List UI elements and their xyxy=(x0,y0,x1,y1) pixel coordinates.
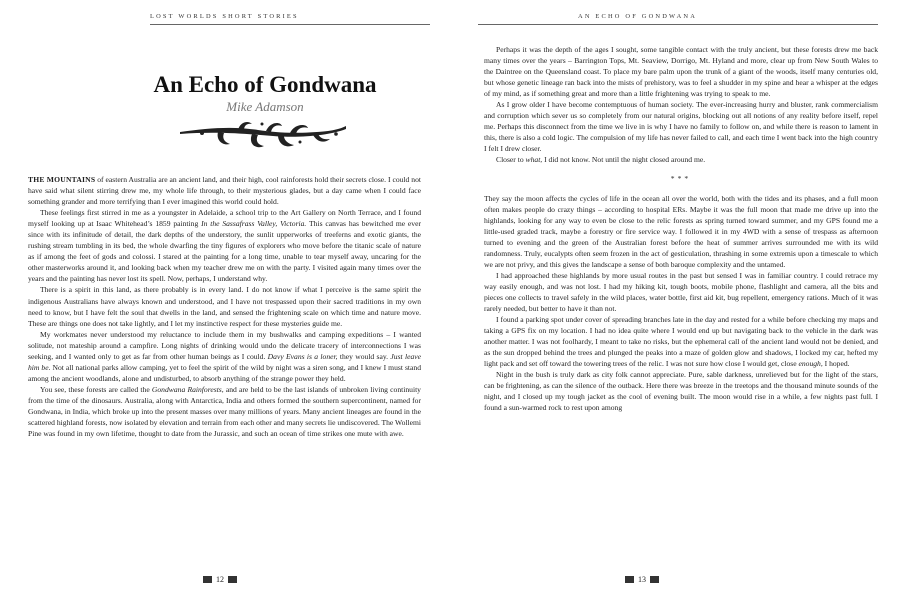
page-number: 13 xyxy=(625,575,659,584)
right-page xyxy=(450,0,900,600)
folio-ornament-icon xyxy=(203,576,212,583)
lead-in: THE MOUNTAINS xyxy=(28,175,96,184)
paragraph: You see, these forests are called the Gondwana Rainforests, and are held to be the last islands of unbroken living continuity from the time of the dinosaurs. Australia, along with Antarctica, India and others formed the southern supercontinent, named for Gondwana, in India, which broke up into the present masses over many millions of years. Many ancient lineages are found in the scattered highland forests, now isolated by elevation and terrain from each other and many secrets lie undiscovered. The Wollemi Pine was found in my own lifetime, thought to date from the Jurassic, and such an ocean of time strikes one mute with awe. xyxy=(28,384,422,439)
header-rule xyxy=(150,24,430,25)
story-title: An Echo of Gondwana xyxy=(153,72,377,97)
paragraph: As I grow older I have become contemptuous of human society. The ever-increasing hurry and bluster, rank commercialism and corruption which sever us so completely from our natural origins, blocking out all notions of any reality before itself, repel me. Perhaps this disconnect from the time we live in is why I have no family to follow on, and while there is reason to lament in this, there is also a cold logic. The compulsion of my life has never failed to call, and each time I went back into the high country I felt I drew closer. xyxy=(484,100,878,154)
paragraph: I had approached these highlands by more usual routes in the past but sensed I was in familiar country. I could retrace my way easily enough, and was not lost. I had my hiking kit, tough boots, mobile phone, flashlight and camera, all the bits and pieces one collects to travel safely in the wild places, water bottle, first aid kit, bug repellent, emergency rations. Much of it was rarely needed, but better to have it than not. xyxy=(484,270,878,314)
header-rule xyxy=(478,24,878,25)
paragraph: They say the moon affects the cycles of life in the ocean all over the world, both with the tides and its phases, and a full moon often makes people do crazy things – according to hospital ERs. Maybe it was the full moon that made me drive up into the highlands, looking for any way to even be close to the relic forests as spring turned toward summer, and my GPS found me a little-used graded track, maybe a forestry or fire service way. I followed it in my 4WD with a sense of trespass as afternoon turned to evening and the green of the Australian forest before the heat of summer arrives surrounded me with its wild randomness. Truly, eucalypts often seem frozen in the act of gesticulation, thrashing in some extremis upon a timescale to which we are not privy, and this gives the landscape a sense of both baroque complexity and the untamed. xyxy=(484,193,878,269)
paragraph: I found a parking spot under cover of spreading branches late in the day and rested for a while before checking my maps and taking a GPS fix on my location. I had no idea quite where I would end up but navigating back to the vehicle in the dark was another matter. I was not foolhardy, I meant to take no risks, but the ephemeral call of the ancient land would not be denied, and as the sun dropped behind the trees and plunged the peaks into a maze of golden glow and shadows, I locked my car, hefted my light pack and set off toward the towering trees of the relic. I was not sure how close I would get, close enough, I hoped. xyxy=(484,315,878,369)
story-author: Mike Adamson xyxy=(226,99,304,114)
folio-ornament-icon xyxy=(650,576,659,583)
paragraph: My workmates never understood my reluctance to include them in my bushwalks and camping expeditions – I wanted solitude, not mateship around a campfire. Long nights of drinking would undo the delicate tracery of interconnections I was seeking, and I wanted only to get as far from other human beings as I could. Davy Evans is a loner, they would say. Just leave him be. Not all national parks allow camping, yet to feel the spirit of the wild by night was a siren song, and I knew I must stand among the ancient woodlands, alone and undisturbed, to absorb anything of the strange power they held. xyxy=(28,329,421,383)
paragraph: Perhaps it was the depth of the ages I sought, some tangible contact with the truly ancient, but these forests drew me back many times over the years – Barrington Tops, Mt. Seaview, Dorrigo, Mt. Hyland and more, clear up from New South Wales to the Daintree on the Queensland coast. To place my bare palm upon the trunk of a giant of the woods, itself many centuries old, but whose genetic lineage ran back into the mists of prehistory, was to feel a shudder in my spine and hear a whisper at the edges of my mind, as if something great and more than a little frightening was trying to speak to me. xyxy=(484,45,878,99)
folio-ornament-icon xyxy=(228,576,237,583)
paragraph: Closer to what, I did not know. Not until the night closed around me. xyxy=(496,155,706,165)
running-head: LOST WORLDS SHORT STORIES xyxy=(150,13,299,20)
running-head: AN ECHO OF GONDWANA xyxy=(578,13,698,20)
paragraph: There is a spirit in this land, as there probably is in every land. I do not know if what I perceive is the same spirit the indigenous Australians have always known and understood, and I have not trespassed upon their sacred traditions in my own need to know, but I have felt the soul that dwells in the land, and sensed the frightening scale on which time and nature move. These are things one does not take lightly, and I let my instinctive respect for these mysteries guide me. xyxy=(28,285,421,328)
flourish-ornament-icon xyxy=(178,118,348,152)
page-number: 12 xyxy=(203,575,237,584)
paragraph: Night in the bush is truly dark as city folk cannot appreciate. Pure, sable darkness, unrelieved but for the light of the stars, can be frightening, as can the silence of the outback. Here there was breeze in the treetops and the thousand minute sounds of the night, and I closed up my tough jacket as the cool of evening built. The moon would rise in a while, a few nights past full. I found a sun-warmed rock to rest upon among xyxy=(484,370,878,413)
right-body-text xyxy=(484,44,878,414)
paragraph: These feelings first stirred in me as a youngster in Adelaide, a school trip to the Art Gallery on North Terrace, and I found myself looking up at Isaac Whitehead’s 1859 painting In the Sassafrass Valley, Victoria. This canvas has bewitched me ever since with its infinitude of detail, the dark depths of the understory, the sunlit upperworks of treeferns and exotic giants, the rushing stream tumbling in its bed, the whole dwarfing the tiny figures of explorers who move before the titanic scale of nature as if among the feet of gods and colossi. I stared at the painting for a long time, unable to tear myself away, uncaring for the other masterworks around it, and looking back when my teacher drew me on with the party. I visited again many times over the years and the painting has never lost its spell. Now, perhaps, I understand why. xyxy=(28,208,421,284)
folio-ornament-icon xyxy=(625,576,634,583)
scene-break: *** xyxy=(670,173,692,183)
left-body-text xyxy=(28,174,421,439)
paragraph: THE MOUNTAINS of eastern Australia are an ancient land, and their high, cool rainforests hold their secrets close. I could not have said what silent stirring drew me, my whole life through, to their mysterious glades, but a day came when I could face something grander and more terrifying than I ever imagined this world could hold. xyxy=(28,175,421,207)
painting-title: In the Sassafrass Valley, Victoria. xyxy=(201,219,307,229)
